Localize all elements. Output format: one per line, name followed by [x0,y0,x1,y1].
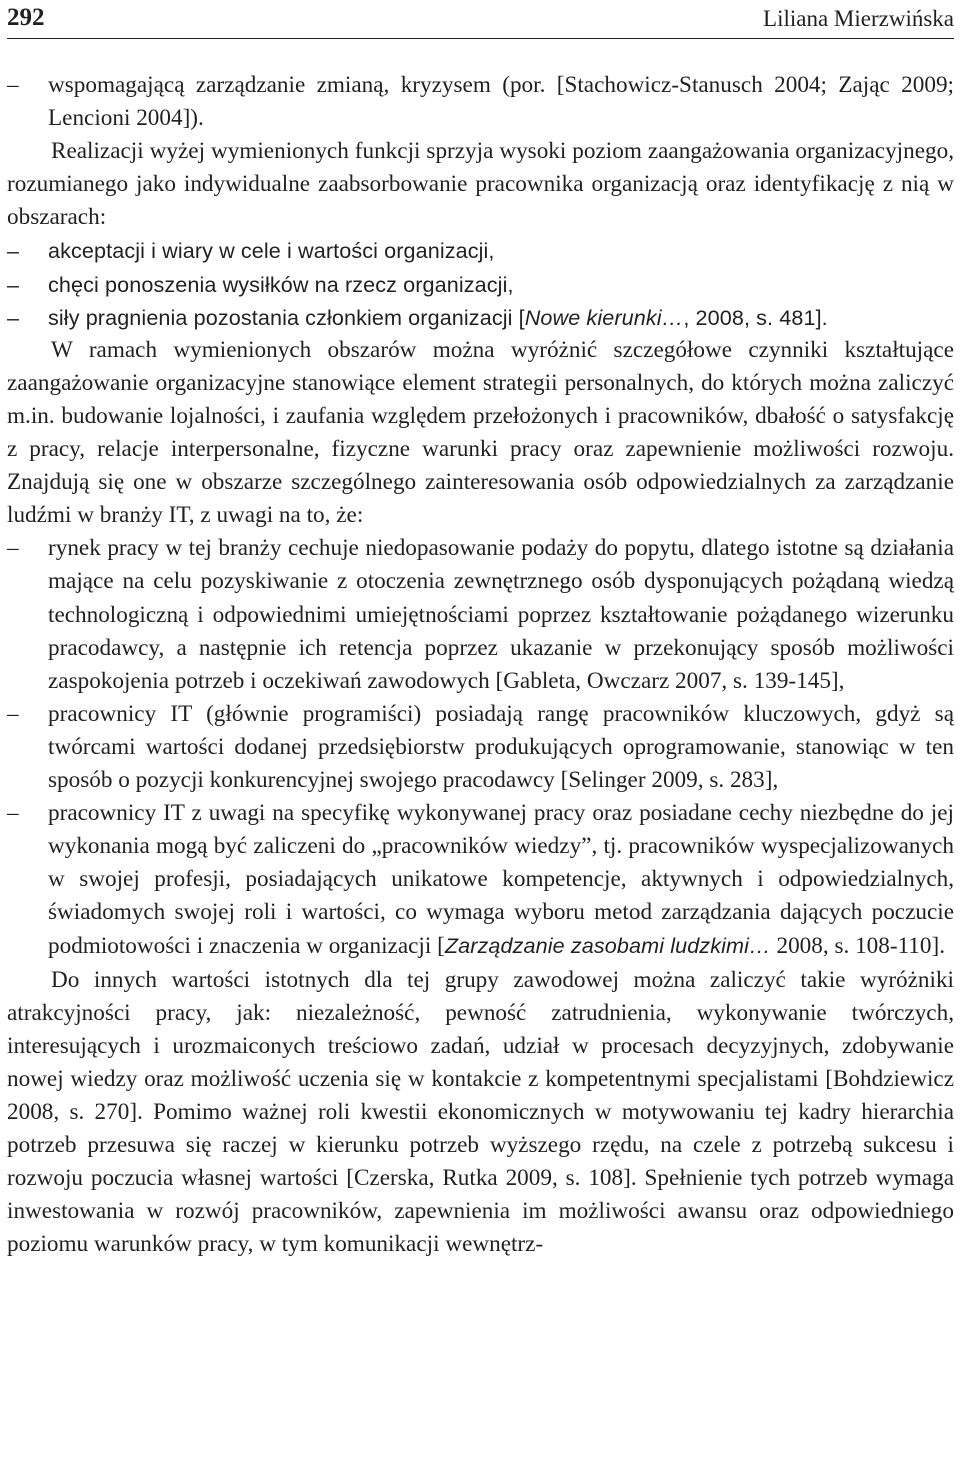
citation-title: Nowe kierunki… [524,304,684,330]
list-item [7,532,954,697]
bullet-list-it-reasons [7,532,954,963]
dash-bullet: – [7,72,19,98]
list-item-text: akceptacji i wiary w cele i wartości organizacji, [48,238,495,264]
bullet-list-continued [7,69,954,135]
list-item-text: wspomagającą zarządzanie zmianą, kryzysem (por. [Stachowicz-Stanusch 2004; Zając 2009; Lencioni 2004]). [48,72,954,132]
dash-bullet: – [7,271,20,297]
list-item-text: chęci ponoszenia wysiłków na rzecz organizacji, [48,271,514,297]
paragraph: Do innych wartości istotnych dla tej grupy zawodowej można zaliczyć takie wyróżniki atrakcyjności pracy, jak: niezależność, pewność zatrudnienia, wykonywanie twórczych, interesujących i urozmaiconych treściowo zadań, udział w procesach decyzyjnych, zdobywanie nowej wiedzy oraz możliwość uczenia się w kontakcie z kompetentnymi specjalistami [Bohdziewicz 2008, s. 270]. Pomimo ważnej roli kwestii ekonomicznych w motywowaniu tej kadry hierarchia potrzeb przesuwa się raczej w kierunku potrzeb wyższego rzędu, na czele z potrzebą sukcesu i rozwoju poczucia własnej wartości [Czerska, Rutka 2009, s. 108]. Spełnienie tych potrzeb wymaga inwestowania w rozwój pracowników, zapewnienia im możliwości awansu oraz odpowiedniego poziomu warunków pracy, w tym komunikacji wewnętrz- [7,966,954,1258]
list-item-text: pracownicy IT z uwagi na specyfikę wykonywanej pracy oraz posiadane cechy niezbędne do jej wykonania mogą być zaliczeni do „pracowników wiedzy”, tj. pracowników wyspecjalizowanych w swojej profesji, posiadających unikatowe kompetencje, aktywnych i odpowiedzialnych, świadomych swojej roli i wartości, co wymaga wyboru metod zarządzania dających poczucie podmiotowości i znaczenia w organizacji [ [48,800,954,960]
list-item [7,797,954,963]
running-head-author: Liliana Mierzwińska [763,6,954,31]
list-item [7,301,954,334]
page-header [7,0,954,39]
dash-bullet: – [7,238,20,264]
body-text [7,69,954,1261]
list-item [7,69,954,135]
list-item-text: rynek pracy w tej branży cechuje niedopasowanie podaży do popytu, dlatego istotne są działania mające na celu pozyskiwanie z otoczenia zewnętrznego osób dysponujących pożądaną wiedzą technologiczną i odpowiednimi umiejętnościami poprzez kształtowanie pożądanego wizerunku pracodawcy, a następnie ich retencja poprzez ukazanie w przekonujący sposób możliwości zaspokojenia potrzeb i oczekiwań zawodowych [Gableta, Owczarz 2007, s. 139-145], [48,535,954,694]
dash-bullet: – [7,800,19,827]
citation-rest: , 2008, s. 481]. [683,304,828,330]
list-item-text: siły pragnienia pozostania członkiem organizacji [ [48,304,525,330]
paragraph: Realizacji wyżej wymienionych funkcji sprzyja wysoki poziom zaangażowania organizacyjnego, rozumianego jako indywidualne zaabsorbowanie pracownika organizacją oraz identyfikację z nią w obszarach: [7,138,954,231]
citation-title: Zarządzanie zasobami ludzkimi… [444,933,771,959]
citation-rest: 2008, s. 108-110]. [770,933,946,960]
dash-bullet: – [7,304,20,330]
paragraph: W ramach wymienionych obszarów można wyróżnić szczegółowe czynniki kształtujące zaangażowanie organizacyjne stanowiące element strategii personalnych, do których można zaliczyć m.in. budowanie lojalności, i zaufania względem przełożonych i pracowników, dbałość o satysfakcję z pracy, relacje interpersonalne, fizyczne warunki pracy oraz zapewnienie możliwości rozwoju. Znajdują się one w obszarze szczególnego zainteresowania osób odpowiedzialnych za zarządzanie ludźmi w branży IT, z uwagi na to, że: [7,336,954,529]
dash-bullet: – [7,700,19,727]
list-item-text: pracownicy IT (głównie programiści) posiadają rangę pracowników kluczowych, gdyż są twórcami wartości dodanej przedsiębiorstw produkujących oprogramowanie, stanowiąc w ten sposób o pozycji konkurencyjnej swojego pracodawcy [Selinger 2009, s. 283], [48,700,954,793]
page-number: 292 [7,4,45,31]
bullet-list-commitment-areas [7,234,954,333]
list-item [7,234,954,267]
dash-bullet: – [7,535,19,562]
list-item [7,268,954,301]
list-item [7,698,954,797]
